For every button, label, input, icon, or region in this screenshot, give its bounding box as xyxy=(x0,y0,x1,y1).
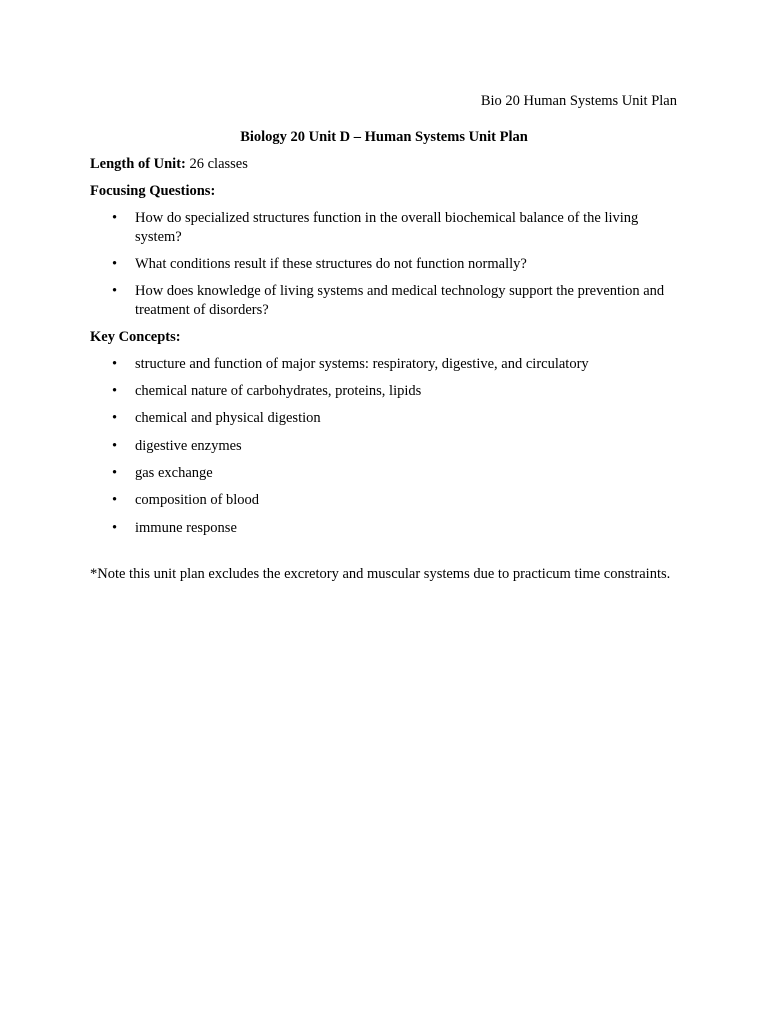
list-item xyxy=(90,491,678,510)
bullet-icon: • xyxy=(112,410,118,427)
list-item-text: immune response xyxy=(135,519,237,536)
key-concepts-heading: Key Concepts: xyxy=(90,328,181,345)
footnote: *Note this unit plan excludes the excretory and muscular systems due to practicum time constraints. xyxy=(90,566,671,583)
list-item-text: composition of blood xyxy=(135,492,260,509)
list-item xyxy=(90,519,678,538)
bullet-icon: • xyxy=(112,465,118,482)
bullet-icon: • xyxy=(112,210,118,226)
list-item xyxy=(90,382,678,401)
list-item xyxy=(90,209,678,246)
bullet-icon: • xyxy=(112,383,118,400)
unit-length-value: 26 classes xyxy=(185,156,248,172)
list-item-text: structure and function of major systems: respiratory, digestive, and circulatory xyxy=(135,355,589,372)
list-item-text: How does knowledge of living systems and medical technology support the prevention and treatment of disorders? xyxy=(135,283,665,318)
list-item-text: chemical and physical digestion xyxy=(135,410,321,427)
unit-length-label: Length of Unit: xyxy=(90,156,186,172)
list-item xyxy=(90,282,678,319)
key-concepts-list xyxy=(90,355,678,537)
bullet-icon: • xyxy=(112,255,118,272)
list-item-text: gas exchange xyxy=(135,465,213,482)
list-item xyxy=(90,355,678,374)
bullet-icon: • xyxy=(112,437,118,454)
list-item-text: digestive enzymes xyxy=(135,437,242,454)
bullet-icon: • xyxy=(112,519,118,536)
document-title: Biology 20 Unit D – Human Systems Unit Plan xyxy=(240,129,528,145)
bullet-icon: • xyxy=(112,355,118,372)
document-body xyxy=(90,128,678,583)
list-item-text: What conditions result if these structures do not function normally? xyxy=(135,255,527,272)
running-header: Bio 20 Human Systems Unit Plan xyxy=(480,93,677,109)
list-item-text: chemical nature of carbohydrates, proteins, lipids xyxy=(135,383,422,400)
unit-length xyxy=(90,155,678,173)
list-item xyxy=(90,255,678,274)
list-item xyxy=(90,437,678,456)
list-item-text: How do specialized structures function in the overall biochemical balance of the living system? xyxy=(135,210,639,245)
focusing-questions-list xyxy=(90,209,678,319)
list-item xyxy=(90,409,678,428)
focusing-questions-heading: Focusing Questions: xyxy=(90,183,216,199)
list-item xyxy=(90,464,678,483)
bullet-icon: • xyxy=(112,492,118,509)
bullet-icon: • xyxy=(112,283,118,300)
